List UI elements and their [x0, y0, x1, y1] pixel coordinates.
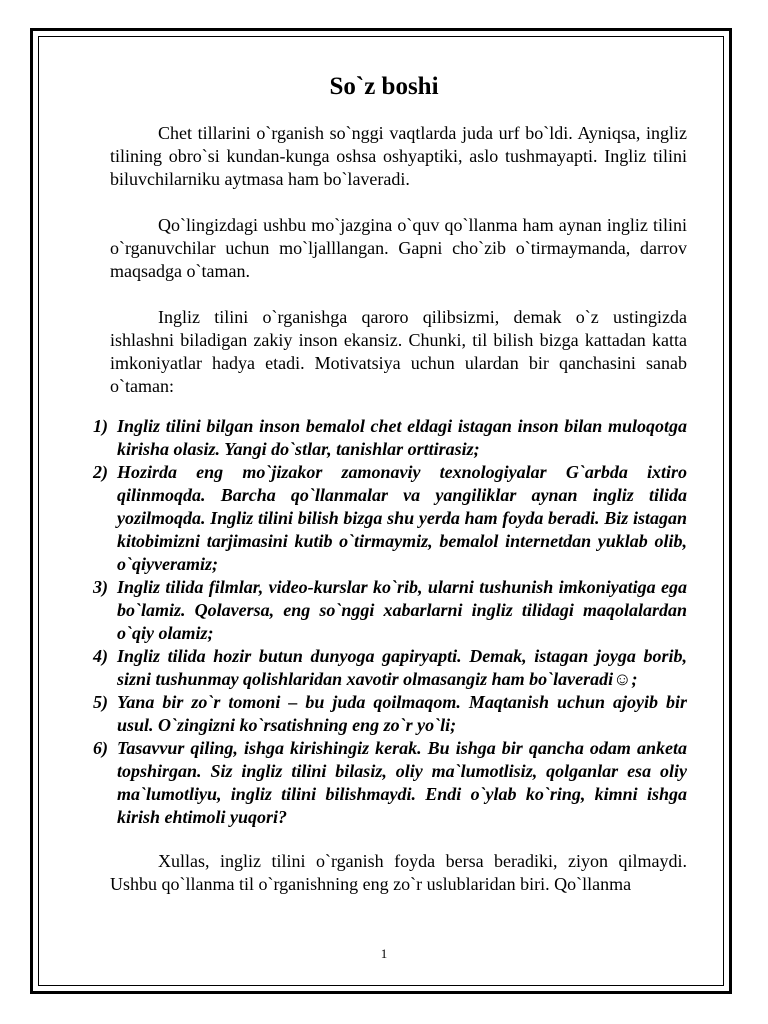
list-text: Ingliz tilini bilgan inson bemalol chet eldagi istagan inson bilan muloqotga kirisha olasiz. Yangi do`stlar, tanishlar orttirasiz;: [117, 416, 687, 459]
paragraph-3: Ingliz tilini o`rganishga qaroro qilibsizmi, demak o`z ustingizda ishlashni biladigan zakiy inson ekansiz. Chunki, til bilish bizga kattadan katta imkoniyatlar hadya etadi. Motivatsiya uchun ulardan bir qanchasini sanab o`taman:: [110, 307, 687, 396]
motivation-list: [93, 415, 687, 829]
list-text: Ingliz tilida filmlar, video-kurslar ko`rib, ularni tushunish imkoniyatiga ega bo`lamiz. Qolaversa, eng so`nggi xabarlarni ingliz tilidagi maqolalardan o`qiy olamiz;: [117, 577, 687, 643]
page-number: 1: [380, 946, 388, 961]
list-number: 2): [93, 462, 108, 482]
list-item: [93, 415, 687, 461]
list-text: Tasavvur qiling, ishga kirishingiz kerak. Bu ishga bir qancha odam anketa topshirgan. Siz ingliz tilini bilasiz, oliy ma`lumotlisiz, qolganlar esa oliy ma`lumotliyu, ingliz tilini bilishmaydi. Endi o`ylab ko`ring, kimni ishga kirish ehtimoli yuqori?: [117, 738, 687, 827]
list-item: [93, 691, 687, 737]
list-number: 4): [93, 646, 108, 666]
list-text: Hozirda eng mo`jizakor zamonaviy texnologiyalar G`arbda ixtiro qilinmoqda. Barcha qo`llanmalar va yangiliklar aynan ingliz tilida yozilmoqda. Ingliz tilini bilish bizga shu yerda ham foyda beradi. Biz istagan kitobimizni tarjimasini kutib o`tirmaymiz, bemalol internetdan yuklab olib, o`qiyveramiz;: [117, 462, 687, 574]
list-text: Yana bir zo`r tomoni – bu juda qoilmaqom. Maqtanish uchun ajoyib bir usul. O`zingizni ko`rsatishning eng zo`r yo`li;: [117, 692, 687, 735]
list-number: 1): [93, 416, 108, 436]
list-item: [93, 576, 687, 645]
paragraph-1: Chet tillarini o`rganish so`nggi vaqtlarda juda urf bo`ldi. Ayniqsa, ingliz tilining obro`si kundan-kunga oshsa oshyaptiki, aslo tushmayapti. Ingliz tilini biluvchilarniku aytmasa ham bo`laveradi.: [110, 123, 687, 189]
page-title: So`z boshi: [329, 73, 439, 100]
list-number: 5): [93, 692, 108, 712]
list-item: [93, 737, 687, 829]
list-number: 6): [93, 738, 108, 758]
list-item: [93, 461, 687, 576]
list-text: Ingliz tilida hozir butun dunyoga gapiryapti. Demak, istagan joyga borib, sizni tushunmay qolishlaridan xavotir olmasangiz ham bo`laveradi☺;: [117, 646, 687, 689]
list-number: 3): [93, 577, 108, 597]
closing-paragraph: Xullas, ingliz tilini o`rganish foyda bersa beradiki, ziyon qilmaydi. Ushbu qo`llanma til o`rganishning eng zo`r uslublaridan biri. Qo`llanma: [110, 851, 687, 894]
list-item: [93, 645, 687, 691]
paragraph-2: Qo`lingizdagi ushbu mo`jazgina o`quv qo`llanma ham aynan ingliz tilini o`rganuvchilar uchun mo`ljalllangan. Gapni cho`zib o`tirmaymanda, darrov maqsadga o`taman.: [110, 215, 687, 281]
